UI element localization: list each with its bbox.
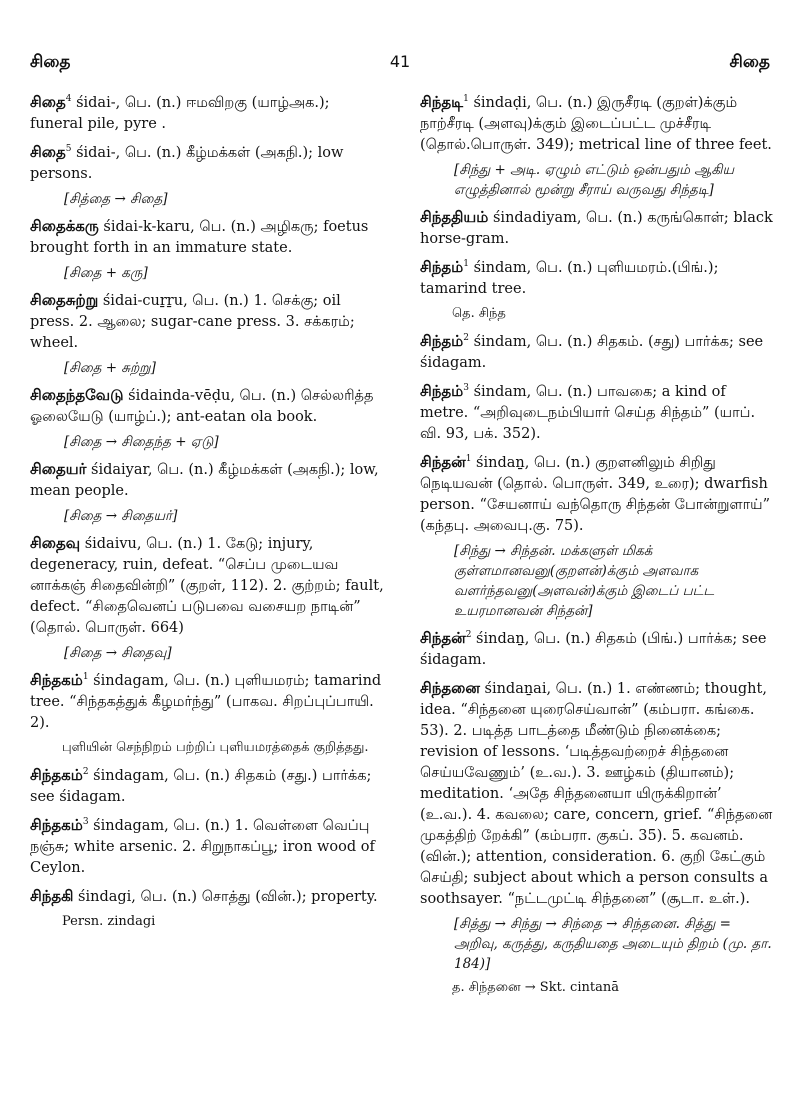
- headword: சிதைவு: [30, 534, 81, 552]
- headword: சிந்தம்: [420, 258, 464, 276]
- entry-text: śindaṉ, பெ. (n.) சிதகம் (பிங்.) பார்க்க; see śidagam.: [420, 631, 767, 668]
- left-column: [30, 92, 385, 939]
- entry-text: śidaivu, பெ. (n.) 1. கேடு; injury, degeneracy, ruin, defeat. “செப்ப முடையவ னாக்கஞ் சிதைவின்றி” (குறள், 112). 2. குற்றம்; fault, defect. “சிதைவெனப் படுபவை வசையற நாடின்” (தொல். பொருள். 664): [30, 536, 384, 636]
- homonym-number: 2: [465, 630, 472, 641]
- homonym-number: 1: [465, 454, 472, 465]
- headword: சிந்தகி: [30, 887, 74, 905]
- etymology: [சிதை → சிதைவு]: [64, 645, 172, 661]
- headword: சிந்தன்: [420, 629, 466, 647]
- headword: சிந்தகம்: [30, 766, 83, 784]
- headword: சிதைக்கரு: [30, 217, 99, 235]
- dictionary-entry: [30, 385, 385, 452]
- headword: சிதைந்தவேடு: [30, 386, 124, 404]
- dictionary-entry: [420, 331, 775, 374]
- headword: சிந்தனை: [420, 679, 480, 697]
- entry-text: śindadiyam, பெ. (n.) கருங்கொள்; black horse-gram.: [420, 210, 773, 247]
- entry-text: śidai-, பெ. (n.) கீழ்மக்கள் (அகநி.); low persons.: [30, 145, 344, 182]
- headword: சிந்தகம்: [30, 816, 83, 834]
- etymology: [சிந்து + அடி. ஏழும் எட்டும் ஒன்பதும் ஆகிய எழுத்தினால் மூன்று சீராய் வருவது சிந்தடி]: [454, 162, 735, 198]
- dictionary-entry: [30, 815, 385, 879]
- entry-text: śidai-, பெ. (n.) ஈமவிறகு (யாழ்அக.); funeral pile, pyre .: [30, 95, 330, 132]
- homonym-number: 1: [463, 94, 469, 105]
- dictionary-entry: [420, 678, 775, 998]
- homonym-number: 4: [65, 94, 72, 105]
- dictionary-entry: [30, 533, 385, 663]
- etymology: [சித்து → சிந்து → சிந்தை → சிந்தனை. சித்து = அறிவு, கருத்து, கருதியதை அடையும் திறம் (மு. தா. 184)]: [454, 916, 772, 972]
- headword: சிதையர்: [30, 460, 87, 478]
- homonym-number: 1: [82, 672, 89, 683]
- entry-text: śindagam, பெ. (n.) சிதகம் (சது.) பார்க்க; see śidagam.: [30, 768, 372, 805]
- dictionary-entry: [420, 257, 775, 324]
- homonym-number: 1: [463, 259, 469, 270]
- entry-text: śindam, பெ. (n.) புளியமரம்.(பிங்.); tamarind tree.: [420, 260, 719, 297]
- homonym-number: 3: [463, 383, 469, 394]
- etymology: [சிதை → சிதையர்]: [64, 508, 178, 524]
- etymology: [சிதை → சிதைந்த + ஏடு]: [64, 434, 219, 450]
- dictionary-entry: [30, 459, 385, 526]
- entry-text: śidaiyar, பெ. (n.) கீழ்மக்கள் (அகநி.); low, mean people.: [30, 462, 379, 499]
- headword: சிதைசுற்று: [30, 291, 99, 309]
- entry-text: śindagam, பெ. (n.) புளியமரம்; tamarind tree. “சிந்தகத்துக் கீழமர்ந்து” (பாகவ. சிறப்புப்பாயி. 2).: [30, 673, 382, 731]
- page-number: 41: [389, 52, 411, 71]
- right-column: [420, 92, 775, 1005]
- entry-note: Persn. zindagi: [62, 914, 156, 929]
- dictionary-entry: [30, 216, 385, 283]
- page-header: [30, 52, 770, 76]
- headword: சிந்தம்: [420, 382, 464, 400]
- dictionary-entry: [420, 207, 775, 250]
- dictionary-entry: [30, 92, 385, 135]
- etymology: [சிதை + கரு]: [64, 265, 148, 281]
- entry-note: தெ. சிந்த: [452, 306, 506, 321]
- headword: சிந்தடி: [420, 93, 464, 111]
- entry-text: śidai-cuṟṟu, பெ. (n.) 1. செக்கு; oil press. 2. ஆலை; sugar-cane press. 3. சக்கரம்; wheel.: [30, 293, 355, 351]
- dictionary-entry: [30, 886, 385, 932]
- dictionary-entry: [30, 290, 385, 378]
- entry-text: śidai-k-karu, பெ. (n.) அழிகரு; foetus brought forth in an immature state.: [30, 219, 369, 256]
- headword: சிந்தம்: [420, 332, 464, 350]
- headword: சிந்தன்: [420, 453, 466, 471]
- entry-text: śindaṉai, பெ. (n.) 1. எண்ணம்; thought, idea. “சிந்தனை யுரைசெய்வான்” (கம்பரா. கங்கை. 53). 2. படித்த பாடத்தை மீண்டும் நினைக்கை; revision of lessons. ‘படித்தவற்றைச் சிந்தனை செய்யவேணும்’ (உ.வ.). 3. ஊழ்கம் (தியானம்); meditation. ‘அதே சிந்தனையா யிருக்கிறான்’ (உ.வ.). 4. கவலை; care, concern, grief. “சிந்தனை முகத்திற் றேக்கி” (கம்பரா. குகப். 35). 5. கவனம். (வின்.); attention, consideration. 6. குறி கேட்கும் செய்தி; subject about which a person consults a soothsayer. “நட்டமுட்டி சிந்தனை” (சூடா. உள்.).: [420, 681, 773, 907]
- homonym-number: 3: [82, 817, 89, 828]
- dictionary-entry: [420, 92, 775, 200]
- entry-text: śindagi, பெ. (n.) சொத்து (வின்.); property.: [78, 889, 378, 905]
- entry-text: śindaḍi, பெ. (n.) இருசீரடி (குறள்)க்கும் நாற்சீரடி (அளவு)க்கும் இடைப்பட்ட முச்சீரடி (தொல்.பொருள். 349); metrical line of three feet.: [420, 95, 772, 153]
- dictionary-entry: [30, 670, 385, 758]
- homonym-number: 2: [463, 333, 469, 344]
- dictionary-entry: [420, 452, 775, 621]
- homonym-number: 2: [82, 767, 89, 778]
- headword: சிந்ததியம்: [420, 208, 489, 226]
- headword: சிதை: [30, 143, 66, 161]
- entry-note: த. சிந்தனை → Skt. cintanā: [452, 980, 619, 995]
- headword: சிதை: [30, 93, 66, 111]
- entry-text: śidainda-vēḍu, பெ. (n.) செல்லரித்த ஓலையேடு (யாழ்ப்.); ant-eatan ola book.: [30, 388, 374, 425]
- dictionary-entry: [30, 765, 385, 808]
- etymology: [சிந்து → சிந்தன். மக்களுள் மிகக் குள்ளமானவனு(குறளன்)க்கும் அளவாக வளர்ந்தவனு(அளவன்)க்கும் இடைப் பட்ட உயரமானவன் சிந்தன்]: [454, 543, 715, 619]
- entry-text: śindagam, பெ. (n.) 1. வெள்ளை வெப்பு நஞ்சு; white arsenic. 2. சிறுநாகப்பூ; iron wood of Ceylon.: [30, 818, 375, 876]
- dictionary-entry: [420, 628, 775, 671]
- running-head-right: சிதை: [729, 52, 770, 72]
- entry-text: śindaṉ, பெ. (n.) குறளனிலும் சிறிது நெடியவன் (தொல். பொருள். 349, உரை); dwarfish person. “சேயனாய் வந்தொரு சிந்தன் போன்றுளாய்” (கந்தபு. அவைபு.கு. 75).: [420, 455, 771, 534]
- headword: சிந்தகம்: [30, 671, 83, 689]
- entry-text: śindam, பெ. (n.) பாவகை; a kind of metre. “அறிவுடைநம்பியார் செய்த சிந்தம்” (யாப். வி. 93, பக். 352).: [420, 384, 756, 442]
- etymology: [சிதை + சுற்று]: [64, 360, 156, 376]
- dictionary-entry: [420, 381, 775, 445]
- homonym-number: 5: [65, 144, 72, 155]
- running-head-left: சிதை: [30, 52, 71, 72]
- entry-note: புளியின் செந்நிறம் பற்றிப் புளியமரத்தைக் குறித்தது.: [62, 740, 369, 755]
- etymology: [சித்தை → சிதை]: [64, 191, 168, 207]
- entry-text: śindam, பெ. (n.) சிதகம். (சது) பார்க்க; see śidagam.: [420, 334, 764, 371]
- dictionary-entry: [30, 142, 385, 209]
